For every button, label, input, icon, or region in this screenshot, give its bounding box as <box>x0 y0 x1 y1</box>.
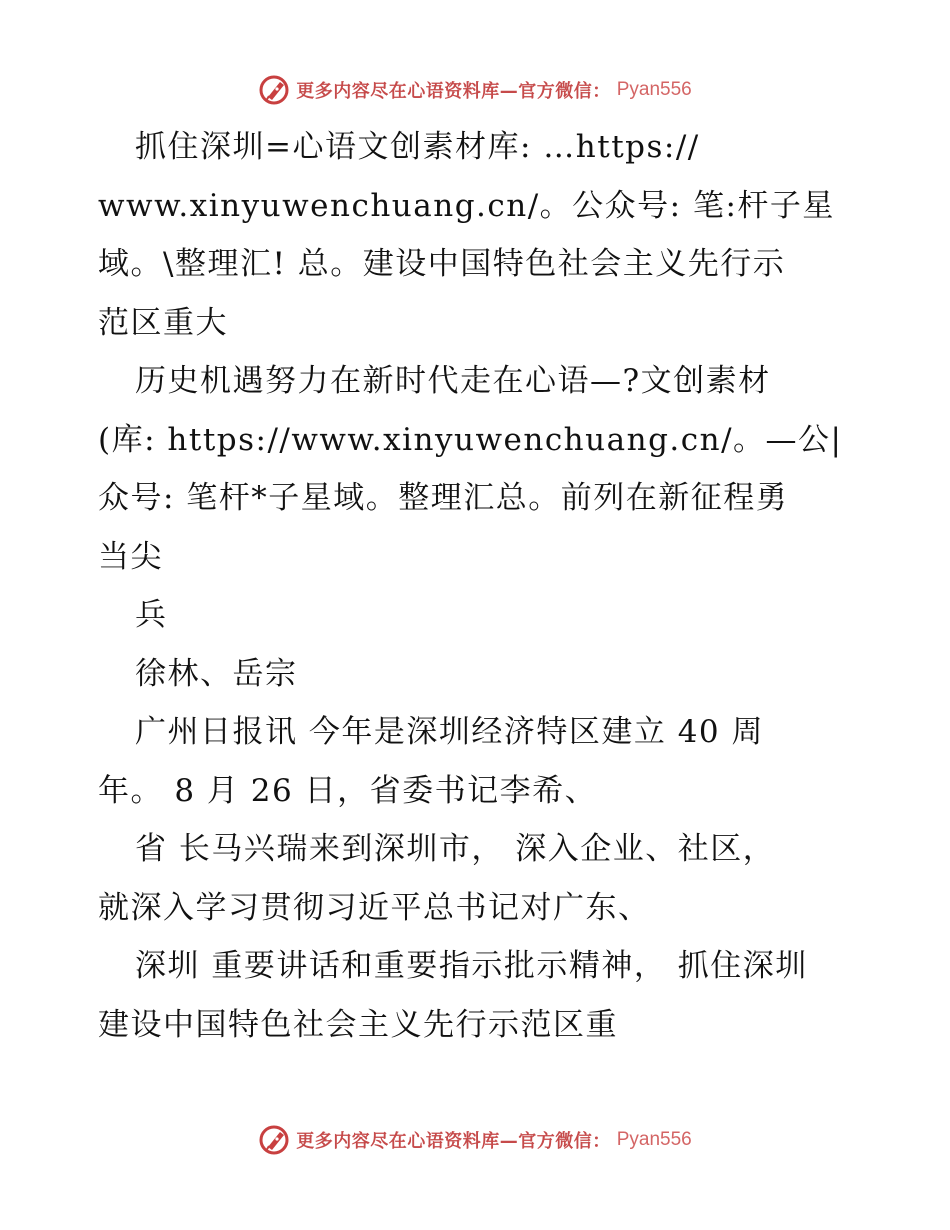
footer-wechat-id: Pyan556 <box>616 1129 692 1150</box>
text-line: 广州日报讯 今年是深圳经济特区建立 40 周 <box>135 714 765 750</box>
text-line: 深圳 重要讲话和重要指示批示精神， 抓住深圳 <box>135 948 808 984</box>
header-wechat-id: Pyan556 <box>616 79 692 100</box>
text-line: 历史机遇努力在新时代走在心语—?文创素材 <box>135 363 771 399</box>
document-body <box>98 118 858 1054</box>
text-line: 建设中国特色社会主义先行示范区重 <box>98 1006 618 1043</box>
text-line: www.xinyuwenchuang.cn/。公众号: 笔:杆子星 <box>98 187 835 224</box>
text-line: 徐林、岳宗 <box>135 655 298 692</box>
text-line: 域。\整理汇! 总。建设中国特色社会主义先行示 <box>98 246 786 282</box>
text-line: 众号: 笔杆*子星域。整理汇总。前列在新征程勇 <box>98 480 789 516</box>
text-line: 范区重大 <box>98 304 228 341</box>
text-line: 抓住深圳=心语文创素材库: …https:// <box>135 129 700 165</box>
text-line: (库: https://www.xinyuwenchuang.cn/。—公| <box>98 421 843 458</box>
text-line: 当尖 <box>98 538 163 575</box>
footer-banner <box>0 1120 950 1160</box>
header-banner-inner <box>258 73 692 107</box>
text-line: 就深入学习贯彻习近平总书记对广东、 <box>98 889 651 926</box>
footer-brand-text: 更多内容尽在心语资料库—官方微信： <box>296 1131 611 1152</box>
pen-nib-logo-icon <box>258 1123 292 1157</box>
header-banner <box>0 70 950 110</box>
text-line: 省 长马兴瑞来到深圳市， 深入企业、社区， <box>135 831 776 867</box>
text-line: 兵 <box>135 597 168 633</box>
text-line: 年。 8 月 26 日，省委书记李希、 <box>98 772 598 809</box>
header-brand-text: 更多内容尽在心语资料库—官方微信： <box>296 81 611 102</box>
footer-banner-inner <box>258 1123 692 1157</box>
pen-nib-logo-icon <box>258 73 292 107</box>
